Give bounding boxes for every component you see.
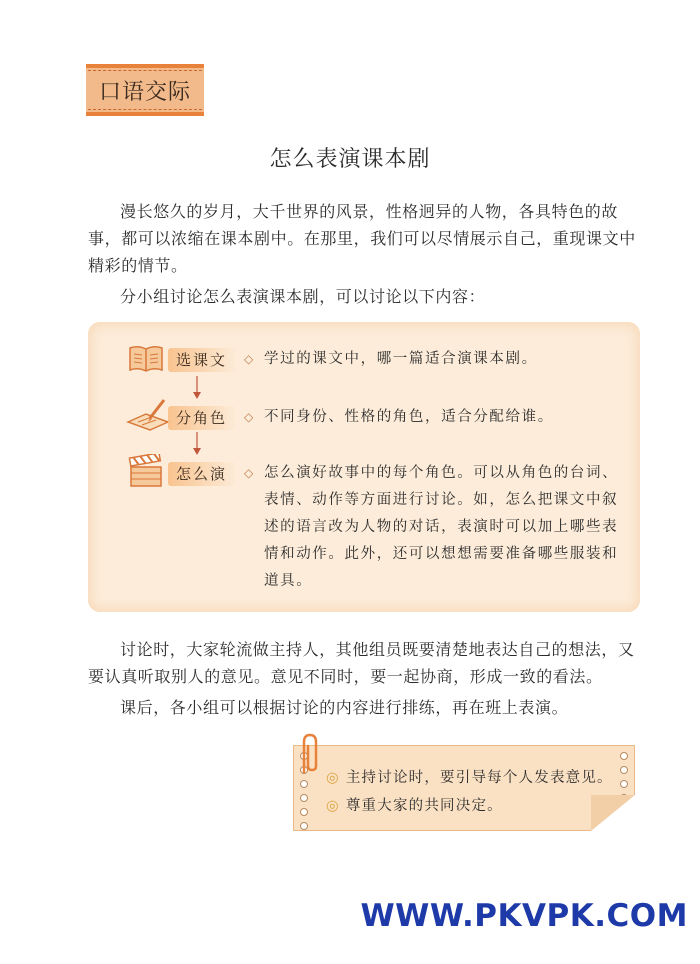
step-assign-roles-marker: ◇	[244, 410, 254, 424]
tip-bullet: ◎	[326, 798, 340, 814]
tip-item	[326, 766, 613, 787]
step-how-to-act-desc: 怎么演好故事中的每个角色。可以从角色的台词、表情、动作等方面进行讨论。如，怎么把课文中叙述的语言改为人物的对话，表演时可以加上哪些表情和动作。此外，还可以想想需要准备哪些服装和道具。	[264, 465, 619, 589]
discussion-topics-panel	[88, 322, 640, 612]
step-assign-roles-label: 分角色	[168, 406, 237, 430]
step-select-text-label: 选课文	[168, 348, 237, 372]
paperclip-icon	[296, 732, 324, 774]
tip-text: 主持讨论时，要引导每个人发表意见。	[345, 770, 613, 786]
step-select-text-desc: 学过的课文中，哪一篇适合演课本剧。	[264, 351, 538, 367]
host-paragraph: 讨论时，大家轮流做主持人，其他组员既要清楚地表达自己的想法，又要认真听取别人的意见。意见不同时，要一起协商，形成一致的看法。	[88, 640, 635, 686]
tip-bullet: ◎	[326, 770, 340, 786]
step-how-to-act-label: 怎么演	[168, 462, 237, 486]
clapperboard-icon	[128, 454, 164, 488]
tip-text: 尊重大家的共同决定。	[345, 798, 503, 814]
section-badge-label: 口语交际	[98, 79, 191, 105]
step-select-text-marker: ◇	[244, 352, 254, 366]
note-folded-corner	[591, 795, 635, 831]
watermark-text: WWW.PKVPK.COM	[360, 898, 688, 934]
rehearse-paragraph: 课后，各小组可以根据讨论的内容进行排练，再在班上表演。	[120, 698, 569, 717]
open-book-icon	[128, 344, 164, 374]
down-arrow-icon	[192, 376, 202, 400]
step-how-to-act-marker: ◇	[244, 466, 254, 480]
step-assign-roles-desc: 不同身份、性格的角色，适合分配给谁。	[264, 409, 554, 425]
discuss-paragraph: 分小组讨论怎么表演课本剧，可以讨论以下内容：	[120, 287, 486, 306]
intro-paragraph: 漫长悠久的岁月，大千世界的风景，性格迥异的人物，各具特色的故事，都可以浓缩在课本剧中。在那里，我们可以尽情展示自己，重现课文中精彩的情节。	[88, 202, 636, 275]
lesson-title: 怎么表演课本剧	[269, 147, 431, 172]
pen-paper-icon	[124, 396, 172, 432]
section-badge	[86, 64, 204, 116]
down-arrow-icon	[192, 432, 202, 456]
tip-item	[326, 794, 503, 815]
tips-note-card	[293, 745, 635, 831]
